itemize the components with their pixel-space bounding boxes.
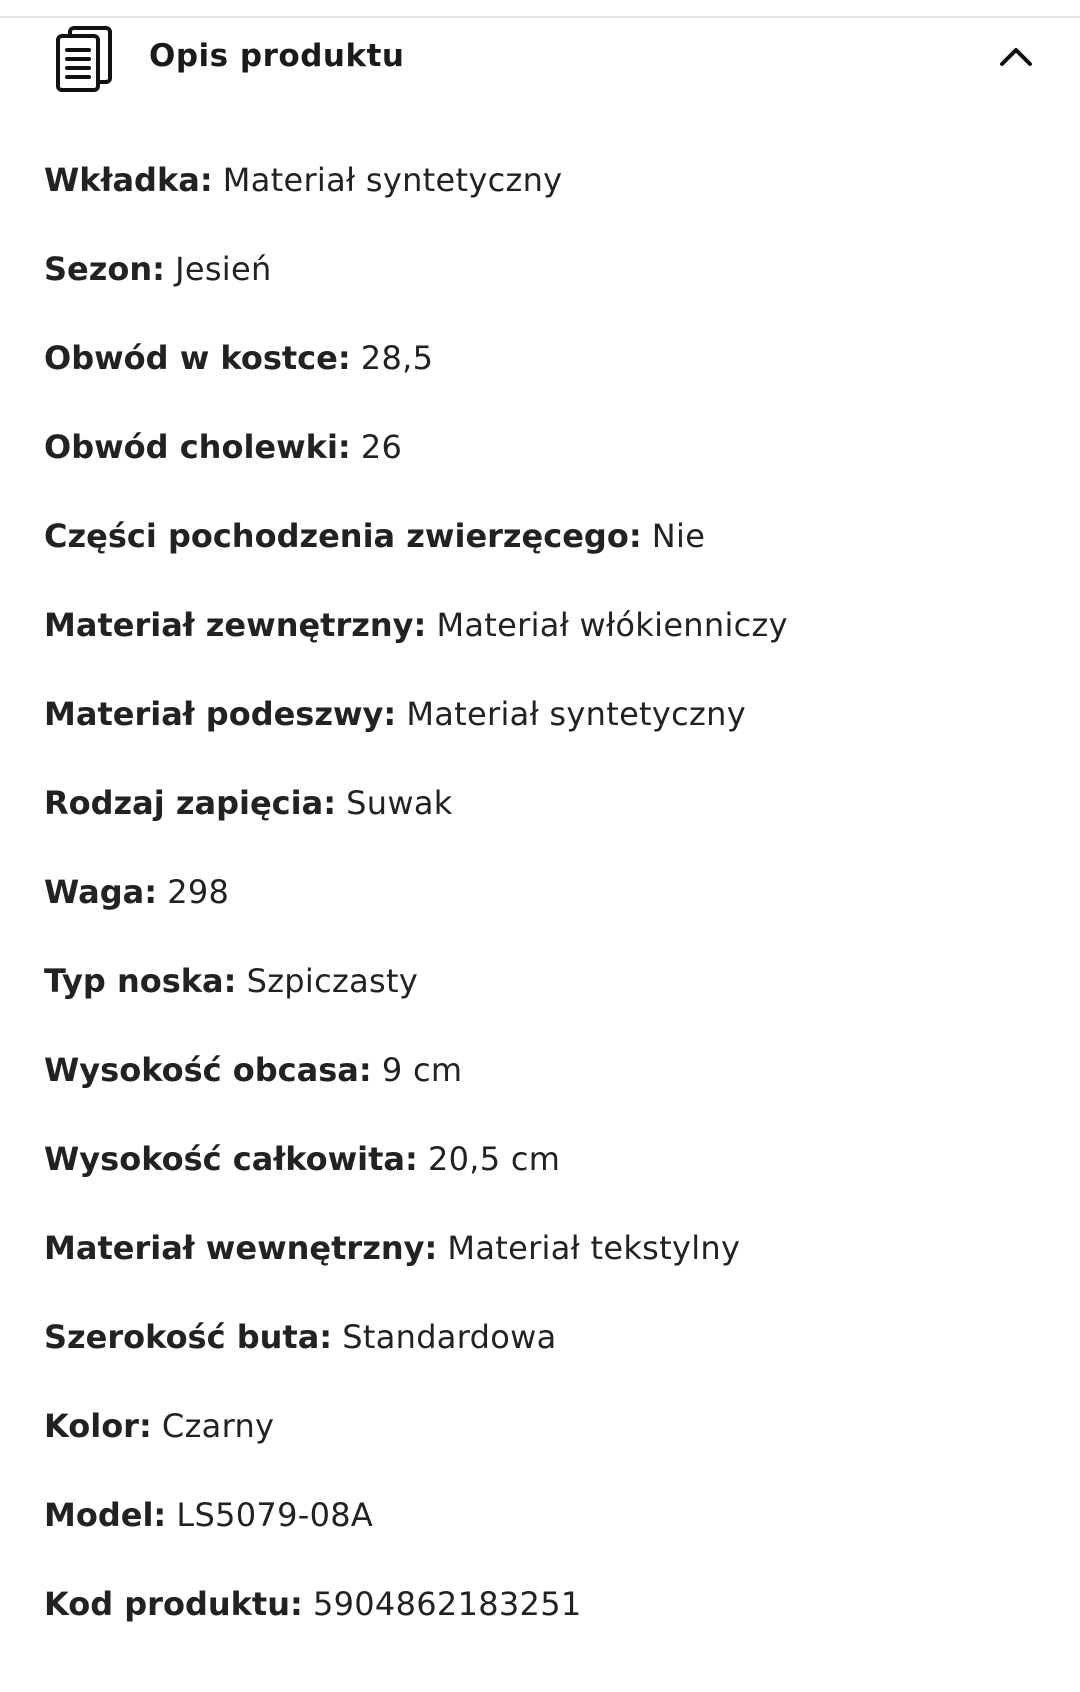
- detail-row: [44, 1228, 1044, 1317]
- detail-value: Szpiczasty: [246, 962, 419, 1000]
- detail-value: LS5079-08A: [176, 1496, 374, 1534]
- detail-row: [44, 961, 1044, 1050]
- detail-label: Sezon:: [44, 250, 165, 288]
- section-title: Opis produktu: [149, 38, 405, 74]
- detail-row: [44, 1406, 1044, 1495]
- detail-value: 26: [360, 428, 403, 466]
- detail-value: 298: [167, 873, 230, 911]
- detail-row: [44, 427, 1044, 516]
- detail-value: 28,5: [360, 339, 434, 377]
- detail-row: [44, 605, 1044, 694]
- detail-row: [44, 872, 1044, 961]
- detail-label: Typ noska:: [44, 962, 237, 1000]
- detail-label: Wkładka:: [44, 161, 213, 199]
- detail-row: [44, 694, 1044, 783]
- detail-label: Waga:: [44, 873, 158, 911]
- detail-value: 20,5 cm: [427, 1140, 561, 1178]
- detail-label: Materiał podeszwy:: [44, 695, 397, 733]
- detail-value: 5904862183251: [312, 1585, 582, 1623]
- chevron-up-icon[interactable]: [996, 42, 1036, 72]
- detail-label: Kod produktu:: [44, 1585, 303, 1623]
- detail-label: Wysokość całkowita:: [44, 1140, 418, 1178]
- detail-label: Model:: [44, 1496, 167, 1534]
- top-divider: [0, 0, 1080, 18]
- detail-row: [44, 1495, 1044, 1584]
- detail-label: Obwód w kostce:: [44, 339, 351, 377]
- detail-label: Części pochodzenia zwierzęcego:: [44, 517, 642, 555]
- detail-label: Materiał zewnętrzny:: [44, 606, 427, 644]
- detail-label: Rodzaj zapięcia:: [44, 784, 336, 822]
- detail-label: Materiał wewnętrzny:: [44, 1229, 438, 1267]
- detail-row: [44, 338, 1044, 427]
- product-description-toggle[interactable]: [0, 20, 1080, 100]
- detail-row: [44, 160, 1044, 249]
- detail-row: [44, 516, 1044, 605]
- detail-row: [44, 249, 1044, 338]
- detail-label: Obwód cholewki:: [44, 428, 351, 466]
- detail-value: Nie: [651, 517, 706, 555]
- detail-row: [44, 783, 1044, 872]
- detail-value: Standardowa: [342, 1318, 557, 1356]
- detail-value: Materiał syntetyczny: [406, 695, 746, 733]
- detail-value: 9 cm: [381, 1051, 463, 1089]
- detail-row: [44, 1584, 1044, 1673]
- detail-value: Materiał syntetyczny: [222, 161, 563, 199]
- detail-value: Materiał włókienniczy: [436, 606, 788, 644]
- detail-row: [44, 1317, 1044, 1406]
- detail-value: Jesień: [175, 250, 272, 288]
- detail-value: Materiał tekstylny: [447, 1229, 741, 1267]
- document-icon: [54, 25, 114, 93]
- detail-label: Kolor:: [44, 1407, 152, 1445]
- detail-row: [44, 1050, 1044, 1139]
- detail-row: [44, 1139, 1044, 1228]
- product-details-list: [44, 160, 1044, 1673]
- detail-label: Szerokość buta:: [44, 1318, 333, 1356]
- detail-value: Czarny: [161, 1407, 275, 1445]
- detail-label: Wysokość obcasa:: [44, 1051, 372, 1089]
- detail-value: Suwak: [346, 784, 453, 822]
